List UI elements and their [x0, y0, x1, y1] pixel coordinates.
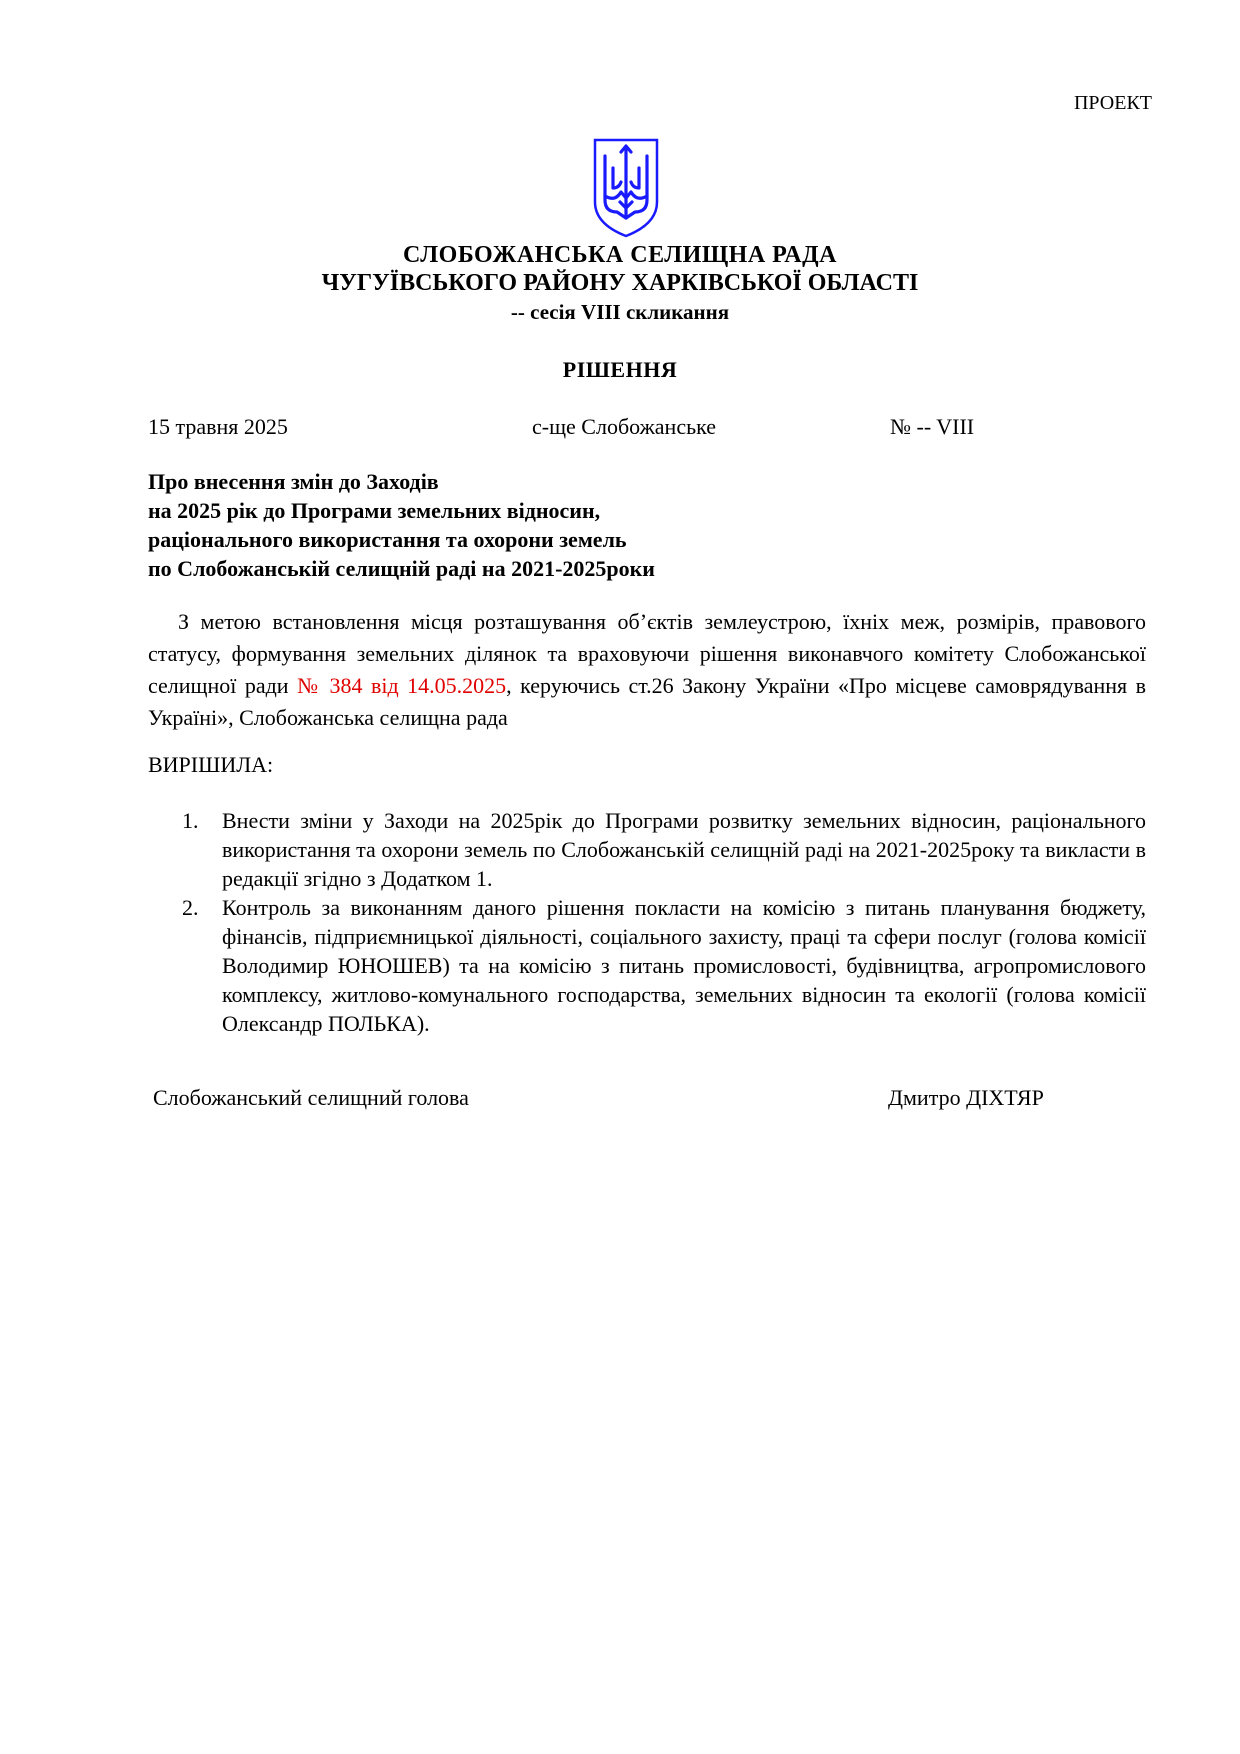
council-name-line2: ЧУГУЇВСЬКОГО РАЙОНУ ХАРКІВСЬКОЇ ОБЛАСТІ [321, 270, 919, 296]
preamble-text-continued: , керуючись ст.26 Закону України «Про місцеве самоврядування в Україні», Слобожанська селищна рада [148, 673, 1147, 730]
subject-line: по Слобожанській селищній раді на 2021-2025роки [148, 556, 655, 581]
preamble-text: З метою встановлення місця розташування об’єктів землеустрою, їхніх меж, розмірів, правового статусу, формування земельних ділянок та враховуючи рішення виконавчого комітету Слобожанської селищної ради [148, 609, 1146, 698]
subject-line: Про внесення змін до Заходів [148, 469, 439, 494]
referenced-decision-highlight: № 384 від 14.05.2025 [297, 673, 507, 698]
resolved-heading: ВИРІШИЛА: [148, 752, 274, 777]
decision-date: 15 травня 2025 [148, 414, 288, 439]
list-item-number: 1. [182, 808, 199, 833]
council-name-line1: СЛОБОЖАНСЬКА СЕЛИЩНА РАДА [403, 242, 837, 268]
session-line: -- сесія VIII скликання [510, 300, 730, 324]
draft-stamp: ПРОЕКТ [1073, 92, 1152, 114]
signatory-title: Слобожанський селищний голова [153, 1085, 469, 1110]
decision-subject [148, 467, 655, 583]
list-item [176, 893, 1146, 1038]
trident-coat-of-arms-icon [591, 138, 661, 238]
subject-line: раціонального використання та охорони земель [148, 527, 627, 552]
list-item-text: Внести зміни у Заходи на 2025рік до Програми розвитку земельних відносин, раціонального використання та охорони земель по Слобожанській селищній раді на 2021-2025року та викласти в редакції згідно з Додатком 1. [222, 808, 1146, 891]
document-type-title: РІШЕННЯ [562, 357, 678, 382]
list-item-text: Контроль за виконанням даного рішення покласти на комісію з питань планування бюджету, фінансів, підприємницької діяльності, соціального захисту, праці та сфери послуг (голова комісії Володимир ЮНОШЕВ) та на комісію з питань промисловості, будівництва, агропромислового комплексу, житлово-комунального господарства, земельних відносин та екології (голова комісії Олександр ПОЛЬКА). [222, 895, 1146, 1036]
list-item [176, 806, 1146, 893]
decision-items-list [176, 806, 1146, 1038]
decision-number: № -- VIII [890, 414, 975, 439]
list-item-number: 2. [182, 895, 199, 920]
subject-line: на 2025 рік до Програми земельних відносин, [148, 498, 601, 523]
preamble-paragraph [148, 606, 1146, 734]
signatory-name: Дмитро ДІХТЯР [888, 1085, 1044, 1110]
decision-place: с-ще Слобожанське [532, 414, 717, 439]
